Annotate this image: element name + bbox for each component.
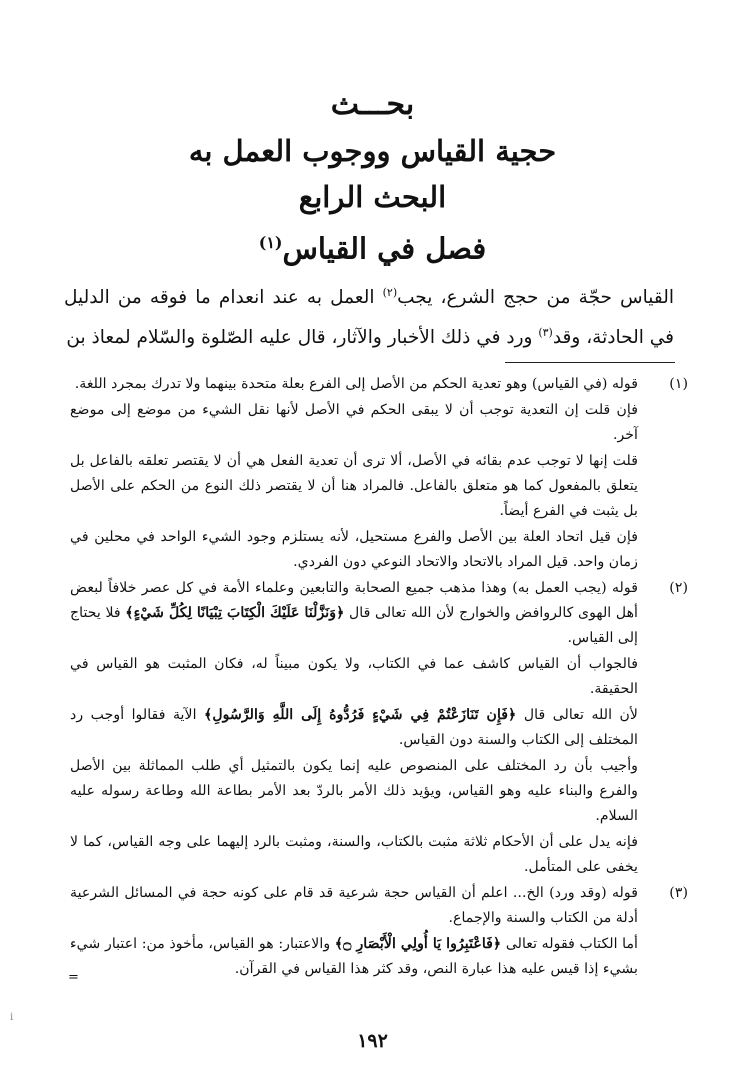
main-text-2a: في الحادثة، وقد <box>552 327 674 349</box>
heading-block <box>0 82 745 272</box>
main-text-1b: العمل به عند انعدام ما فوقه من الدليل <box>64 287 383 309</box>
footnote-text: أما الكتاب فقوله تعالى <box>501 936 638 952</box>
footnote-paragraph: وأجيب بأن رد المختلف على المنصوص عليه إنما يكون بالتمثيل أي طلب المماثلة بين الأصل والفرع والبناء عليه وهو القياس، ويؤيد ذلك الأمر بالردّ بعد الأمر بطاعة الله وطاعة رسوله عليه السلام. <box>70 758 638 824</box>
footnote-paragraph: فإن قيل اتحاد العلة بين الأصل والفرع مستحيل، لأنه يستلزم وجود الشيء الواحد في محلين في زمان واحد. قيل المراد بالاتحاد والاتحاد النوعي دون الفردي. <box>70 529 638 570</box>
footnote-ref-2: (٢) <box>382 286 398 299</box>
footnote-text: قوله (يجب العمل به) وهذا مذهب جميع الصحابة والتابعين وعلماء الأمة في كل عصر خلافاً لبعض أهل الهوى كالروافض والخوارج لأن الله تعالى قال <box>70 580 638 621</box>
footnote-paragraph: فإنه يدل على أن الأحكام ثلاثة مثبت بالكتاب، والسنة، ومثبت بالرد إليهما على وجه القياس، كما لا يخفى على المتأمل. <box>70 834 638 875</box>
quran-verse: ﴿فَإِن تَنَازَعْتُمْ فِي شَيْءٍ فَرُدُّوهُ إِلَى اللَّهِ وَالرَّسُولِ﴾ <box>204 707 517 723</box>
footnote-separator <box>505 362 675 363</box>
footnote-ref-3: (٣) <box>538 326 553 340</box>
footnote-3 <box>70 881 688 982</box>
margin-mark: i <box>10 1012 14 1023</box>
quran-verse: ﴿فَاعْتَبِرُوا يَا أُولِي الْأَبْصَارِ ۝﴾ <box>334 936 502 952</box>
bahth-heading: بحـــث <box>330 87 415 122</box>
footnote-text: الآية فقالوا أوجب رد المختلف إلى الكتاب والسنة دون القياس. <box>70 707 638 748</box>
footnote-text: لأن الله تعالى قال <box>516 707 638 723</box>
footnotes <box>70 372 688 983</box>
footnote-paragraph: قلت إنها لا توجب عدم بقائه في الأصل، ألا ترى أن تعدية الفعل هي أن لا يقتصر تعلقه بالفاعل بل يتعلق بالمفعول كما هو متعلق بالفاعل. فالمراد هنا أن لا يقتصر ذلك النوع من الحكم على الأصل بل يثبت في الفرع أيضاً. <box>70 453 638 519</box>
footnote-paragraph <box>70 932 638 982</box>
footnote-ref-1: (١) <box>258 233 283 252</box>
footnote-paragraph: فالجواب أن القياس كاشف عما في الكتاب، ولا يكون مبيناً له، فكان المثبت هو القياس في الحقيقة. <box>70 656 638 697</box>
fasl-title-text: فصل في القياس <box>282 231 487 266</box>
page-number: ١٩٢ <box>357 1030 388 1052</box>
footnote-text: فلا يحتاج إلى القياس. <box>70 605 638 646</box>
footnote-text: والاعتبار: هو القياس، مأخوذ من: اعتبار شيء بشيء إذا قيس عليه هذا عبارة النص، وقد كثر هذا القياس في القرآن. <box>70 936 638 977</box>
footnote-2 <box>70 576 688 880</box>
footnote-number: (٣) <box>669 885 688 901</box>
footnote-paragraph <box>70 576 638 651</box>
footnote-paragraph <box>70 703 638 753</box>
section-title: البحث الرابع <box>298 180 447 214</box>
main-text-2b: ورد في ذلك الأخبار والآثار، قال عليه الصّلوة والسّلام لمعاذ بن <box>66 327 539 349</box>
footnote-paragraph: قوله (في القياس) وهو تعدية الحكم من الأصل إلى الفرع بعلة متحدة بينهما ولا تدرك بمجرد اللغة. <box>74 376 638 392</box>
footnote-1 <box>70 372 688 575</box>
quran-verse: ﴿وَنَزَّلْنَا عَلَيْكَ الْكِتَابَ تِبْيَانًا لِكُلِّ شَيْءٍ﴾ <box>125 605 345 621</box>
footnote-paragraph: قوله (وقد ورد) الخ... اعلم أن القياس حجة شرعية قد قام على كونه حجة في المسائل الشرعية أدلة من الكتاب والسنة والإجماع. <box>70 885 638 926</box>
fasl-title <box>0 220 745 272</box>
main-text-1a: القياس حجّة من حجج الشرع، يجب <box>397 287 674 309</box>
continuation-mark: = <box>68 970 79 985</box>
footnote-number: (٢) <box>669 580 688 596</box>
main-paragraph <box>64 275 674 355</box>
chapter-title: حجية القياس ووجوب العمل به <box>188 134 557 168</box>
footnote-paragraph: فإن قلت إن التعدية توجب أن لا يبقى الحكم في الأصل لأنها نقل الشيء من موضع إلى موضع آخر. <box>70 402 638 443</box>
footnote-number: (١) <box>669 376 688 392</box>
